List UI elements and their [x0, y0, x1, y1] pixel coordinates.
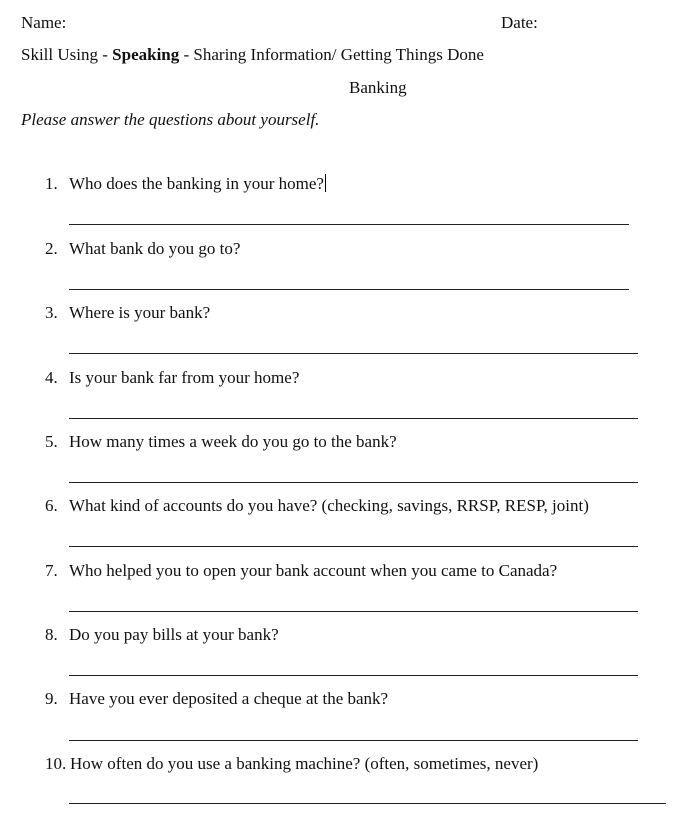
answer-line[interactable] — [69, 803, 666, 804]
question-text-wrap — [69, 174, 326, 194]
skill-line — [21, 45, 484, 65]
instructions: Please answer the questions about yourself. — [21, 110, 320, 129]
answer-line[interactable] — [69, 289, 629, 290]
question-number: 4. — [45, 368, 58, 387]
question-number: 6. — [45, 496, 58, 515]
question-number: 10. — [45, 754, 67, 773]
question-text: Have you ever deposited a cheque at the bank? — [69, 689, 389, 708]
topic-title: Banking — [349, 78, 407, 97]
answer-line[interactable] — [69, 482, 638, 483]
question-text: What bank do you go to? — [69, 239, 241, 258]
question-number: 5. — [45, 432, 58, 451]
answer-line[interactable] — [69, 675, 638, 676]
name-label: Name: — [21, 13, 67, 32]
question-text: How many times a week do you go to the bank? — [69, 432, 397, 451]
question-text: Do you pay bills at your bank? — [69, 625, 279, 644]
answer-line[interactable] — [69, 418, 638, 419]
question-text: Is your bank far from your home? — [69, 368, 300, 387]
skill-name: Speaking — [112, 45, 180, 64]
question-number: 1. — [45, 174, 58, 193]
question-number: 7. — [45, 561, 58, 580]
question-number: 2. — [45, 239, 58, 258]
question-text: Who helped you to open your bank account when you came to Canada? — [69, 561, 558, 580]
date-label: Date: — [501, 13, 538, 32]
question-number: 8. — [45, 625, 58, 644]
skill-prefix: Skill Using - — [21, 45, 113, 64]
question-text: What kind of accounts do you have? (checking, savings, RRSP, RESP, joint) — [69, 496, 589, 515]
text-cursor — [325, 174, 326, 192]
question-text: Where is your bank? — [69, 303, 211, 322]
question-text: How often do you use a banking machine? (often, sometimes, never) — [70, 754, 539, 773]
answer-line[interactable] — [69, 611, 638, 612]
skill-suffix: - Sharing Information/ Getting Things Done — [179, 45, 484, 64]
question-text: Who does the banking in your home? — [69, 174, 324, 193]
answer-line[interactable] — [69, 224, 629, 225]
question-number: 9. — [45, 689, 58, 708]
answer-line[interactable] — [69, 740, 638, 741]
question-number: 3. — [45, 303, 58, 322]
answer-line[interactable] — [69, 546, 638, 547]
answer-line[interactable] — [69, 353, 638, 354]
